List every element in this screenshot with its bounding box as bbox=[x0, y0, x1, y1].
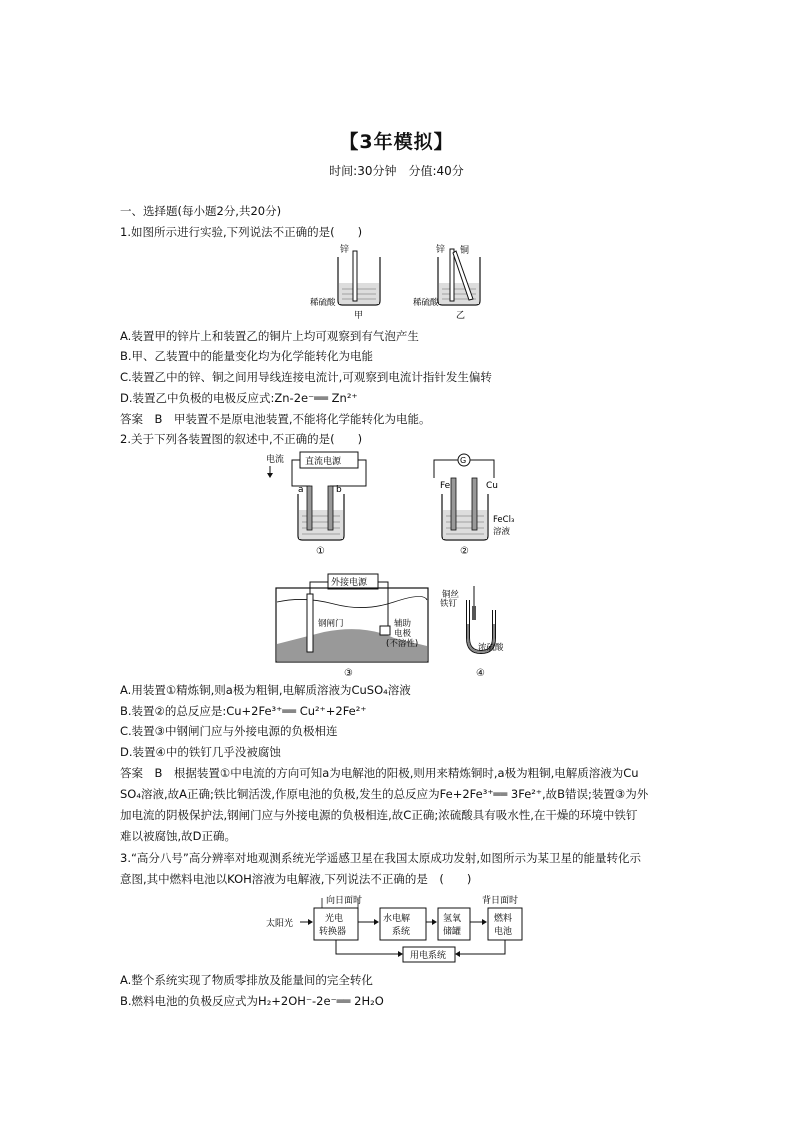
fe-nail bbox=[472, 606, 476, 620]
q2-stem: 2.关于下列各装置图的叙述中,不正确的是( ) bbox=[120, 432, 363, 446]
q1-option-b: B.甲、乙装置中的能量变化均为化学能转化为电能 bbox=[120, 349, 374, 363]
q2-option-a: A.用装置①精炼铜,则a极为粗铜,电解质溶液为CuSO₄溶液 bbox=[120, 683, 411, 697]
q3-option-b: B.燃料电池的负极反应式为H₂+2OH⁻-2e⁻══ 2H₂O bbox=[120, 994, 384, 1008]
page-subtitle: 时间:30分钟 分值:40分 bbox=[329, 164, 464, 178]
page-title: 【3年模拟】 bbox=[339, 131, 454, 153]
q2-answer-line-4: 难以被腐蚀,故D正确。 bbox=[120, 829, 237, 843]
q2-answer-line-1: 答案 B 根据装置①中电流的方向可知a为电解池的阳极,则用来精炼铜时,a极为粗铜,电解质溶液为Cu bbox=[120, 766, 639, 780]
caption-3: ③ bbox=[344, 668, 353, 679]
zinc-strip-right bbox=[450, 249, 454, 301]
conc-acid-label: 浓硫酸 bbox=[478, 643, 504, 653]
aux-label-3: (不溶性) bbox=[386, 639, 419, 649]
tank-label-1: 氢氧 bbox=[443, 914, 462, 924]
dc-source-label: 直流电源 bbox=[305, 457, 342, 467]
pv-label-1: 光电 bbox=[325, 914, 344, 924]
steel-gate bbox=[307, 594, 313, 652]
q1-option-a: A.装置甲的锌片上和装置乙的铜片上均可观察到有气泡产生 bbox=[120, 329, 419, 343]
steel-gate-label: 钢闸门 bbox=[318, 619, 344, 629]
acid-label-left: 稀硫酸 bbox=[310, 298, 336, 308]
current-arrowhead bbox=[267, 473, 273, 478]
fuel-cell-label-2: 电池 bbox=[494, 927, 513, 937]
acid-label-right: 稀硫酸 bbox=[413, 298, 439, 308]
q2-option-d: D.装置④中的铁钉几乎没被腐蚀 bbox=[120, 745, 281, 759]
q3-energy-diagram bbox=[262, 892, 532, 964]
ext-source-label: 外接电源 bbox=[331, 578, 368, 588]
galvanometer-label: G bbox=[460, 456, 467, 465]
sun-side-label: 向日面时 bbox=[326, 896, 363, 906]
q2-option-c: C.装置③中钢闸门应与外接电源的负极相连 bbox=[120, 724, 338, 738]
fuel-cell-label-1: 燃料 bbox=[494, 914, 513, 924]
q2-figure-top bbox=[262, 450, 532, 560]
aux-label-1: 辅助 bbox=[394, 619, 412, 629]
tank-label-2: 储罐 bbox=[443, 927, 462, 937]
liquid-right bbox=[439, 283, 479, 304]
q1-option-c: C.装置乙中的锌、铜之间用导线连接电流计,可观察到电流计指针发生偏转 bbox=[120, 370, 492, 384]
caption-jia: 甲 bbox=[354, 311, 364, 321]
q3-stem-line-2: 意图,其中燃料电池以KOH溶液为电解液,下列说法不正确的是 ( ) bbox=[120, 872, 472, 886]
electrode-b-label: b bbox=[336, 485, 342, 495]
pv-label-2: 转换器 bbox=[319, 927, 347, 937]
q3-stem-line-1: 3.“高分八号”高分辨率对地观测系统光学遥感卫星在我国太原成功发射,如图所示为某卫星的能量转化示 bbox=[120, 851, 642, 865]
solution-label: 溶液 bbox=[493, 527, 511, 537]
current-label: 电流 bbox=[266, 455, 285, 465]
caption-1: ① bbox=[316, 546, 325, 557]
fecl3-label: FeCl₃ bbox=[493, 515, 515, 525]
back-side-label: 背日面时 bbox=[482, 896, 519, 906]
electrolysis-label-1: 水电解 bbox=[383, 914, 411, 924]
caption-2: ② bbox=[460, 546, 469, 557]
aux-electrode bbox=[380, 626, 390, 635]
fe-label: Fe bbox=[440, 481, 451, 491]
q1-figure bbox=[310, 243, 500, 323]
cu-wire-label: 铜丝 bbox=[442, 590, 460, 600]
zinc-label-right: 锌 bbox=[436, 245, 446, 255]
section-heading: 一、选择题(每小题2分,共20分) bbox=[120, 204, 282, 218]
zinc-strip-left bbox=[353, 251, 357, 301]
q2-answer-line-2: SO₄溶液,故A正确;铁比铜活泼,作原电池的负极,发生的总反应为Fe+2Fe³⁺══ 3Fe²⁺,故B错误;装置③为外 bbox=[120, 787, 649, 801]
copper-label: 铜 bbox=[460, 246, 470, 256]
q2-figure-bottom bbox=[274, 572, 514, 680]
cu-electrode bbox=[472, 478, 477, 530]
q3-option-a: A.整个系统实现了物质零排放及能量间的完全转化 bbox=[120, 973, 373, 987]
load-system-label: 用电系统 bbox=[410, 951, 447, 961]
electrode-a-label: a bbox=[298, 485, 304, 495]
q1-stem: 1.如图所示进行实验,下列说法不正确的是( ) bbox=[120, 225, 363, 239]
q1-option-d: D.装置乙中负极的电极反应式:Zn-2e⁻══ Zn²⁺ bbox=[120, 391, 358, 405]
caption-4: ④ bbox=[476, 668, 485, 679]
q1-answer: 答案 B 甲装置不是原电池装置,不能将化学能转化为电能。 bbox=[120, 412, 431, 426]
caption-yi: 乙 bbox=[456, 311, 466, 321]
cu-label: Cu bbox=[486, 481, 498, 491]
aux-label-2: 电极 bbox=[394, 629, 412, 639]
q2-answer-line-3: 加电流的阴极保护法,钢闸门应与外接电源的负极相连,故C正确;浓硫酸具有吸水性,在干燥的环境中铁钉 bbox=[120, 808, 638, 822]
zinc-label-left: 锌 bbox=[340, 245, 350, 255]
fe-electrode bbox=[451, 478, 456, 530]
electrode-b bbox=[328, 486, 333, 530]
sunlight-label: 太阳光 bbox=[266, 919, 294, 929]
fe-nail-label: 铁钉 bbox=[440, 599, 458, 609]
q2-option-b: B.装置②的总反应是:Cu+2Fe³⁺══ Cu²⁺+2Fe²⁺ bbox=[120, 704, 367, 718]
liquid-left bbox=[339, 283, 379, 304]
electrolysis-label-2: 系统 bbox=[392, 927, 411, 937]
electrode-a bbox=[307, 486, 312, 530]
